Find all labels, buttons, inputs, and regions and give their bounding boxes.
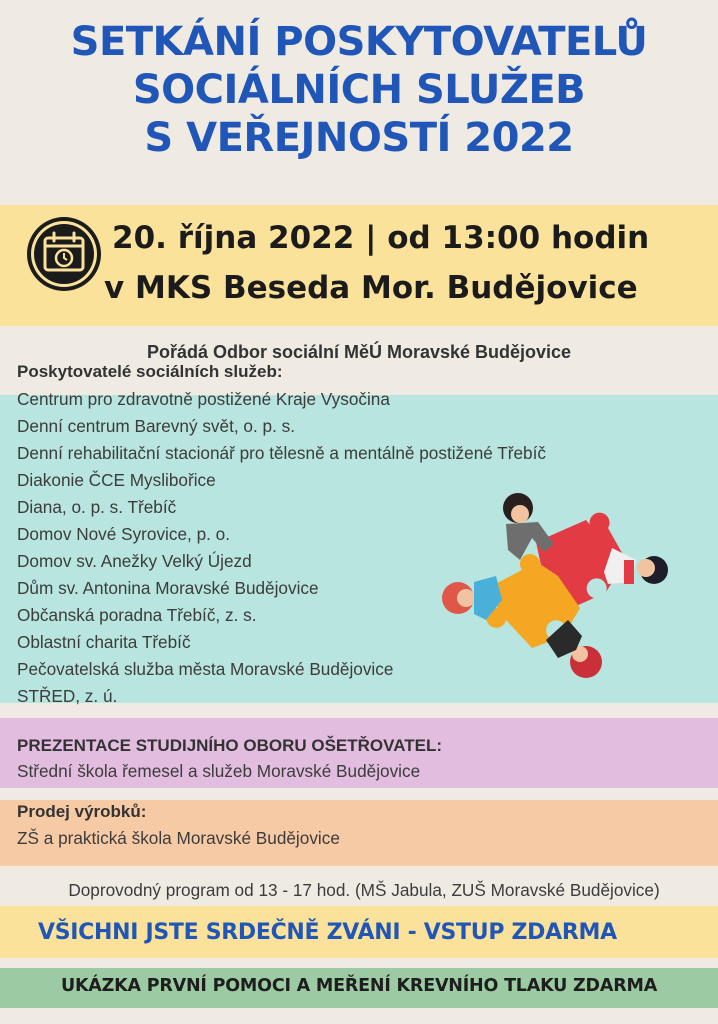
- title-line-3: S VEŘEJNOSTÍ 2022: [144, 115, 574, 161]
- person-top: [503, 493, 554, 560]
- presentation-heading: PREZENTACE STUDIJNÍHO OBORU OŠETŘOVATEL:: [17, 736, 443, 755]
- list-item: Diana, o. p. s. Třebíč: [17, 497, 177, 517]
- title-line-1: SETKÁNÍ POSKYTOVATELŮ: [70, 19, 648, 65]
- sale-text: ZŠ a praktická škola Moravské Budějovice: [17, 828, 340, 848]
- providers-heading: Poskytovatelé sociálních služeb:: [17, 362, 283, 381]
- poster-title: [0, 18, 718, 162]
- list-item: Pečovatelská služba města Moravské Budějovice: [17, 659, 394, 679]
- accompanying-program: Doprovodný program od 13 - 17 hod. (MŠ Jabula, ZUŠ Moravské Budějovice): [68, 880, 660, 900]
- welcome-text: VŠICHNI JSTE SRDEČNĚ ZVÁNI - VSTUP ZDARMA: [38, 920, 617, 945]
- list-item: STŘED, z. ú.: [17, 686, 118, 706]
- title-line-2: SOCIÁLNÍCH SLUŽEB: [132, 67, 586, 113]
- list-item: Občanská poradna Třebíč, z. s.: [17, 605, 257, 625]
- list-item: Oblastní charita Třebíč: [17, 632, 191, 652]
- person-right: [604, 548, 668, 584]
- list-item: Dům sv. Antonina Moravské Budějovice: [17, 578, 319, 598]
- list-item: Domov Nové Syrovice, p. o.: [17, 524, 231, 544]
- event-place: v MKS Beseda Mor. Budějovice: [104, 270, 638, 306]
- sale-heading: Prodej výrobků:: [17, 802, 147, 821]
- first-aid-text: UKÁZKA PRVNÍ POMOCI A MEŘENÍ KREVNÍHO TLAKU ZDARMA: [60, 976, 658, 996]
- list-item: Denní rehabilitační stacionář pro tělesně a mentálně postižené Třebíč: [17, 443, 546, 463]
- list-item: Centrum pro zdravotně postižené Kraje Vysočina: [17, 389, 390, 409]
- calendar-clock-icon: [26, 216, 102, 292]
- presentation-text: Střední škola řemesel a služeb Moravské Budějovice: [17, 761, 421, 781]
- list-item: Denní centrum Barevný svět, o. p. s.: [17, 416, 295, 436]
- organizer-text: Pořádá Odbor sociální MěÚ Moravské Budějovice: [146, 342, 572, 362]
- event-date: 20. října 2022 | od 13:00 hodin: [112, 220, 650, 256]
- puzzle-people-illustration: [436, 480, 680, 694]
- person-bottom: [546, 620, 602, 678]
- list-item: Domov sv. Anežky Velký Újezd: [17, 551, 252, 571]
- list-item: Diakonie ČCE Myslibořice: [17, 470, 216, 490]
